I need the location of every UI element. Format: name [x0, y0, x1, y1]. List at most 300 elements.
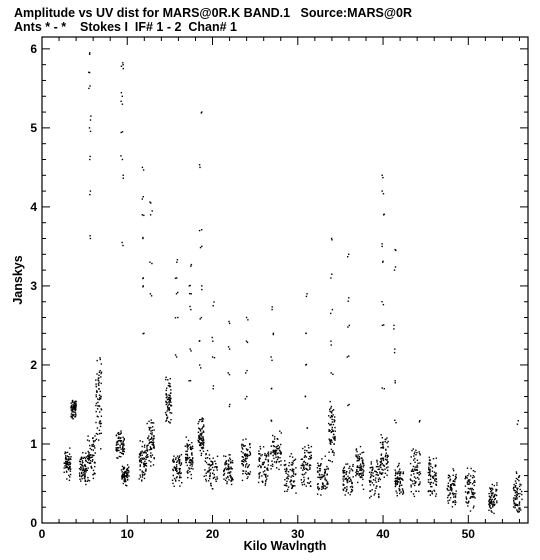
- data-point: [146, 447, 147, 448]
- data-point: [143, 457, 144, 458]
- data-point: [379, 473, 380, 474]
- data-point: [454, 500, 455, 501]
- data-point: [187, 455, 188, 456]
- data-point: [384, 477, 385, 478]
- outlier-point: [176, 262, 177, 263]
- data-point: [200, 435, 201, 436]
- data-point: [295, 467, 296, 468]
- data-point: [329, 409, 330, 410]
- data-point: [262, 481, 263, 482]
- data-point: [144, 452, 145, 453]
- data-point: [378, 494, 379, 495]
- data-point: [232, 460, 233, 461]
- data-point: [374, 493, 375, 494]
- data-point: [90, 460, 91, 461]
- data-point: [70, 463, 71, 464]
- data-point: [147, 437, 148, 438]
- data-point: [149, 429, 150, 430]
- data-point: [326, 487, 327, 488]
- data-point: [357, 458, 358, 459]
- data-point: [175, 479, 176, 480]
- data-point: [308, 452, 309, 453]
- data-point: [141, 455, 142, 456]
- data-point: [181, 463, 182, 464]
- data-point: [332, 419, 333, 420]
- data-point: [232, 468, 233, 469]
- data-point: [244, 460, 245, 461]
- outlier-point: [88, 72, 89, 73]
- data-point: [65, 461, 66, 462]
- data-point: [466, 499, 467, 500]
- data-point: [145, 468, 146, 469]
- data-point: [451, 484, 452, 485]
- y-tick-label: 5: [30, 120, 37, 135]
- data-point: [304, 446, 305, 447]
- data-point: [214, 477, 215, 478]
- data-point: [352, 490, 353, 491]
- data-point: [473, 475, 474, 476]
- data-point: [455, 493, 456, 494]
- data-point: [94, 472, 95, 473]
- data-point: [309, 483, 310, 484]
- data-point: [226, 477, 227, 478]
- data-point: [293, 473, 294, 474]
- data-point: [304, 450, 305, 451]
- data-point: [201, 442, 202, 443]
- data-point: [448, 490, 449, 491]
- data-point: [216, 481, 217, 482]
- data-point: [489, 496, 490, 497]
- data-point: [242, 480, 243, 481]
- data-point: [361, 457, 362, 458]
- data-point: [79, 472, 80, 473]
- data-point: [450, 486, 451, 487]
- outlier-point: [201, 229, 202, 230]
- data-point: [279, 431, 280, 432]
- data-point: [209, 464, 210, 465]
- data-point: [513, 487, 514, 488]
- data-point: [85, 471, 86, 472]
- data-point: [382, 469, 383, 470]
- data-point: [452, 468, 453, 469]
- data-point: [172, 460, 173, 461]
- data-point: [209, 454, 210, 455]
- outlier-point: [122, 104, 123, 105]
- data-point: [496, 495, 497, 496]
- data-point: [128, 471, 129, 472]
- data-point: [293, 485, 294, 486]
- data-point: [290, 483, 291, 484]
- data-point: [141, 479, 142, 480]
- data-point: [450, 497, 451, 498]
- data-point: [513, 484, 514, 485]
- data-point: [304, 479, 305, 480]
- data-point: [98, 385, 99, 386]
- data-point: [516, 473, 517, 474]
- data-point: [143, 462, 144, 463]
- data-points: [64, 52, 523, 514]
- data-point: [289, 462, 290, 463]
- data-point: [116, 447, 117, 448]
- data-point: [174, 467, 175, 468]
- data-point: [387, 457, 388, 458]
- data-point: [293, 469, 294, 470]
- data-point: [247, 455, 248, 456]
- data-point: [277, 453, 278, 454]
- data-point: [433, 482, 434, 483]
- data-point: [91, 444, 92, 445]
- data-point: [123, 454, 124, 455]
- x-axis-title: Kilo Wavlngth: [243, 539, 327, 553]
- data-point: [415, 454, 416, 455]
- data-point: [72, 400, 73, 401]
- data-point: [230, 471, 231, 472]
- data-point: [165, 401, 166, 402]
- data-point: [496, 502, 497, 503]
- data-point: [386, 463, 387, 464]
- data-point: [307, 464, 308, 465]
- data-point: [142, 476, 143, 477]
- data-point: [378, 481, 379, 482]
- data-point: [207, 450, 208, 451]
- data-point: [284, 485, 285, 486]
- data-point: [124, 473, 125, 474]
- outlier-point: [189, 293, 190, 294]
- data-point: [280, 452, 281, 453]
- outlier-point: [271, 388, 272, 389]
- data-point: [288, 475, 289, 476]
- data-point: [124, 448, 125, 449]
- data-point: [430, 484, 431, 485]
- x-tick-label: 50: [461, 527, 475, 541]
- data-point: [288, 471, 289, 472]
- data-point: [169, 407, 170, 408]
- data-point: [245, 464, 246, 465]
- data-point: [456, 490, 457, 491]
- data-point: [227, 477, 228, 478]
- data-point: [208, 480, 209, 481]
- data-point: [190, 459, 191, 460]
- data-point: [176, 462, 177, 463]
- data-point: [513, 488, 514, 489]
- data-point: [205, 475, 206, 476]
- data-point: [225, 480, 226, 481]
- data-point: [175, 459, 176, 460]
- data-point: [264, 461, 265, 462]
- data-point: [150, 430, 151, 431]
- data-point: [67, 464, 68, 465]
- data-point: [516, 497, 517, 498]
- data-point: [308, 458, 309, 459]
- data-point: [311, 446, 312, 447]
- data-point: [166, 420, 167, 421]
- data-point: [395, 473, 396, 474]
- data-point: [371, 475, 372, 476]
- data-point: [127, 468, 128, 469]
- data-point: [81, 478, 82, 479]
- data-point: [259, 461, 260, 462]
- data-point: [262, 462, 263, 463]
- data-point: [400, 491, 401, 492]
- data-point: [124, 451, 125, 452]
- data-point: [449, 493, 450, 494]
- data-point: [167, 410, 168, 411]
- data-point: [98, 377, 99, 378]
- data-point: [412, 480, 413, 481]
- data-point: [187, 472, 188, 473]
- outlier-point: [122, 62, 123, 63]
- data-point: [198, 423, 199, 424]
- data-point: [284, 479, 285, 480]
- outlier-point: [330, 277, 331, 278]
- data-point: [472, 477, 473, 478]
- data-point: [436, 479, 437, 480]
- data-point: [356, 451, 357, 452]
- data-point: [165, 377, 166, 378]
- data-point: [400, 481, 401, 482]
- data-point: [98, 383, 99, 384]
- data-point: [309, 469, 310, 470]
- data-point: [191, 460, 192, 461]
- outlier-point: [347, 356, 348, 357]
- outlier-point: [176, 293, 177, 294]
- data-point: [386, 467, 387, 468]
- outlier-point: [122, 96, 123, 97]
- data-point: [467, 477, 468, 478]
- data-point: [258, 450, 259, 451]
- data-point: [385, 456, 386, 457]
- data-point: [86, 456, 87, 457]
- data-point: [293, 476, 294, 477]
- data-point: [94, 435, 95, 436]
- data-point: [329, 443, 330, 444]
- data-point: [268, 454, 269, 455]
- data-point: [347, 476, 348, 477]
- data-point: [436, 481, 437, 482]
- data-point: [348, 468, 349, 469]
- data-point: [413, 455, 414, 456]
- data-point: [359, 473, 360, 474]
- data-point: [410, 485, 411, 486]
- data-point: [275, 450, 276, 451]
- data-point: [259, 458, 260, 459]
- data-point: [79, 468, 80, 469]
- data-point: [317, 484, 318, 485]
- data-point: [81, 465, 82, 466]
- outlier-point: [382, 387, 383, 388]
- data-point: [228, 460, 229, 461]
- data-point: [217, 469, 218, 470]
- data-point: [243, 446, 244, 447]
- data-point: [168, 383, 169, 384]
- data-point: [343, 480, 344, 481]
- data-point: [293, 481, 294, 482]
- data-point: [173, 461, 174, 462]
- data-point: [519, 511, 520, 512]
- data-point: [520, 509, 521, 510]
- data-point: [122, 451, 123, 452]
- data-point: [330, 407, 331, 408]
- data-point: [172, 483, 173, 484]
- data-point: [199, 445, 200, 446]
- data-point: [170, 419, 171, 420]
- data-point: [347, 480, 348, 481]
- data-point: [230, 467, 231, 468]
- data-point: [95, 383, 96, 384]
- data-point: [307, 482, 308, 483]
- data-point: [448, 495, 449, 496]
- data-point: [286, 469, 287, 470]
- data-point: [241, 444, 242, 445]
- data-point: [430, 476, 431, 477]
- outlier-point: [395, 382, 396, 383]
- outlier-point: [395, 249, 396, 250]
- data-point: [265, 483, 266, 484]
- data-point: [79, 479, 80, 480]
- data-point: [99, 421, 100, 422]
- data-point: [82, 470, 83, 471]
- data-point: [362, 473, 363, 474]
- data-point: [245, 466, 246, 467]
- data-point: [68, 462, 69, 463]
- data-point: [277, 439, 278, 440]
- data-point: [411, 450, 412, 451]
- data-point: [372, 482, 373, 483]
- data-point: [265, 474, 266, 475]
- data-point: [317, 463, 318, 464]
- data-point: [318, 489, 319, 490]
- data-point: [289, 456, 290, 457]
- data-point: [271, 446, 272, 447]
- data-point: [191, 464, 192, 465]
- data-point: [324, 477, 325, 478]
- data-point: [306, 450, 307, 451]
- data-point: [359, 458, 360, 459]
- data-point: [436, 484, 437, 485]
- data-point: [247, 476, 248, 477]
- outlier-point: [143, 215, 144, 216]
- data-point: [225, 456, 226, 457]
- data-point: [415, 470, 416, 471]
- data-point: [491, 503, 492, 504]
- data-point: [474, 497, 475, 498]
- data-point: [188, 445, 189, 446]
- outlier-point: [177, 317, 178, 318]
- data-point: [87, 481, 88, 482]
- data-point: [436, 493, 437, 494]
- data-point: [89, 462, 90, 463]
- data-point: [203, 442, 204, 443]
- data-point: [448, 502, 449, 503]
- data-point: [185, 446, 186, 447]
- data-point: [291, 480, 292, 481]
- data-point: [140, 466, 141, 467]
- data-point: [433, 476, 434, 477]
- outlier-point: [152, 210, 153, 211]
- data-point: [351, 483, 352, 484]
- data-point: [122, 474, 123, 475]
- data-point: [494, 485, 495, 486]
- data-point: [493, 496, 494, 497]
- data-point: [361, 465, 362, 466]
- data-point: [99, 399, 100, 400]
- data-point: [397, 466, 398, 467]
- data-point: [152, 430, 153, 431]
- data-point: [379, 469, 380, 470]
- data-point: [372, 470, 373, 471]
- data-point: [185, 460, 186, 461]
- data-point: [260, 446, 261, 447]
- data-point: [516, 496, 517, 497]
- data-point: [513, 506, 514, 507]
- data-point: [513, 490, 514, 491]
- data-point: [360, 477, 361, 478]
- data-point: [419, 453, 420, 454]
- data-point: [399, 469, 400, 470]
- data-point: [473, 482, 474, 483]
- outlier-point: [382, 325, 383, 326]
- data-point: [272, 455, 273, 456]
- data-point: [516, 478, 517, 479]
- data-point: [177, 473, 178, 474]
- data-point: [189, 462, 190, 463]
- data-point: [142, 451, 143, 452]
- data-point: [98, 375, 99, 376]
- data-point: [201, 453, 202, 454]
- data-point: [90, 454, 91, 455]
- data-point: [320, 479, 321, 480]
- data-point: [291, 453, 292, 454]
- data-point: [286, 473, 287, 474]
- outlier-point: [382, 175, 383, 176]
- data-point: [332, 421, 333, 422]
- data-point: [286, 491, 287, 492]
- data-point: [203, 447, 204, 448]
- data-point: [467, 468, 468, 469]
- outlier-point: [212, 356, 213, 357]
- data-point: [210, 473, 211, 474]
- data-point: [517, 505, 518, 506]
- data-point: [80, 459, 81, 460]
- data-point: [203, 432, 204, 433]
- data-point: [167, 402, 168, 403]
- data-point: [473, 489, 474, 490]
- data-point: [267, 475, 268, 476]
- data-point: [352, 466, 353, 467]
- data-point: [68, 469, 69, 470]
- data-point: [277, 459, 278, 460]
- data-point: [178, 473, 179, 474]
- data-point: [226, 481, 227, 482]
- data-point: [265, 480, 266, 481]
- data-point: [203, 436, 204, 437]
- data-point: [349, 470, 350, 471]
- data-point: [241, 451, 242, 452]
- data-point: [429, 457, 430, 458]
- data-point: [414, 453, 415, 454]
- data-point: [93, 470, 94, 471]
- data-point: [378, 479, 379, 480]
- data-point: [92, 455, 93, 456]
- data-point: [204, 469, 205, 470]
- data-point: [167, 409, 168, 410]
- data-point: [286, 483, 287, 484]
- data-point: [395, 486, 396, 487]
- data-point: [429, 482, 430, 483]
- data-point: [99, 357, 100, 358]
- data-point: [381, 473, 382, 474]
- data-point: [402, 479, 403, 480]
